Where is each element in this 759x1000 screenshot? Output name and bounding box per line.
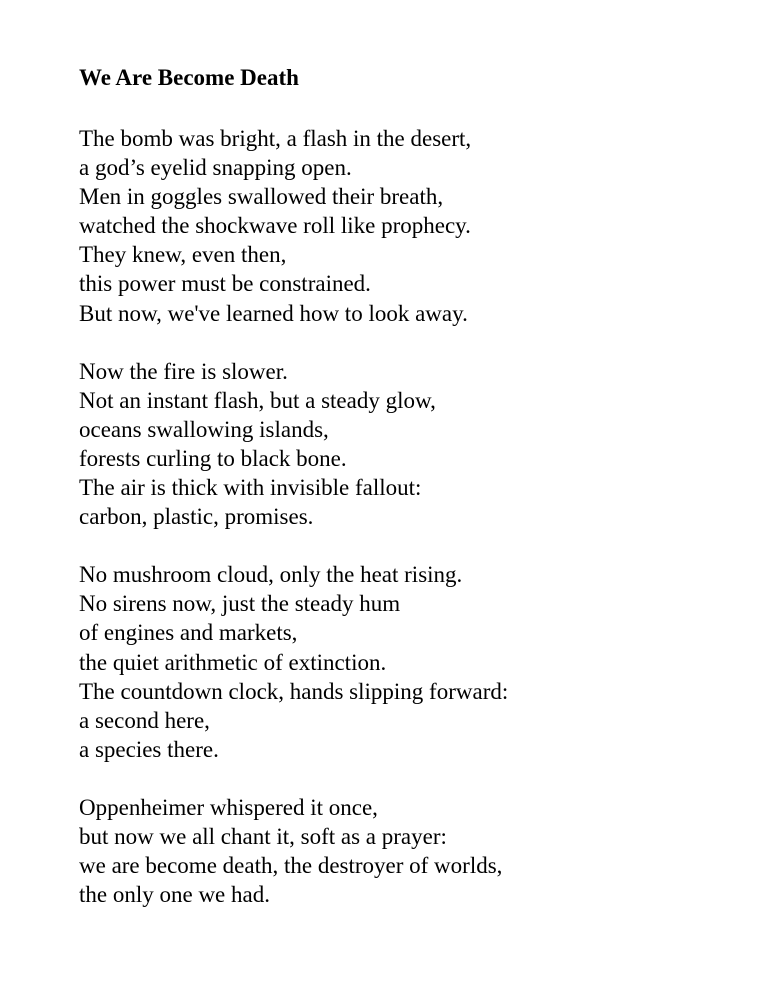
poem-line: the quiet arithmetic of extinction.	[79, 649, 387, 675]
poem-line: but now we all chant it, soft as a prayer:	[79, 823, 447, 849]
poem-line: Now the fire is slower.	[79, 358, 288, 384]
stanza-3	[79, 560, 739, 764]
poem-line: watched the shockwave roll like prophecy.	[79, 213, 471, 239]
stanza-4	[79, 793, 739, 909]
poem-line: The countdown clock, hands slipping forward:	[79, 678, 509, 704]
poem-line: carbon, plastic, promises.	[79, 504, 314, 530]
poem-line: forests curling to black bone.	[79, 445, 347, 471]
poem-line: Men in goggles swallowed their breath,	[79, 184, 444, 210]
poem-line: of engines and markets,	[79, 620, 298, 646]
document-page	[79, 63, 739, 938]
stanza-2	[79, 357, 739, 532]
poem-line: The air is thick with invisible fallout:	[79, 475, 422, 501]
poem-line: oceans swallowing islands,	[79, 416, 329, 442]
poem-line: a species there.	[79, 736, 219, 762]
poem-line: this power must be constrained.	[79, 271, 371, 297]
stanza-1	[79, 124, 739, 328]
poem-line: The bomb was bright, a flash in the desert,	[79, 126, 472, 151]
poem-line: we are become death, the destroyer of worlds,	[79, 853, 503, 879]
poem-line: Not an instant flash, but a steady glow,	[79, 387, 436, 413]
poem-line: a second here,	[79, 707, 210, 733]
poem-line: Oppenheimer whispered it once,	[79, 794, 378, 820]
poem-title: We Are Become Death	[79, 65, 299, 90]
poem-line: No sirens now, just the steady hum	[79, 591, 401, 617]
poem-line: a god’s eyelid snapping open.	[79, 155, 352, 181]
poem-line: They knew, even then,	[79, 242, 287, 268]
poem-line: No mushroom cloud, only the heat rising.	[79, 562, 463, 588]
poem-line: the only one we had.	[79, 882, 270, 908]
poem-line: But now, we've learned how to look away.	[79, 300, 468, 326]
